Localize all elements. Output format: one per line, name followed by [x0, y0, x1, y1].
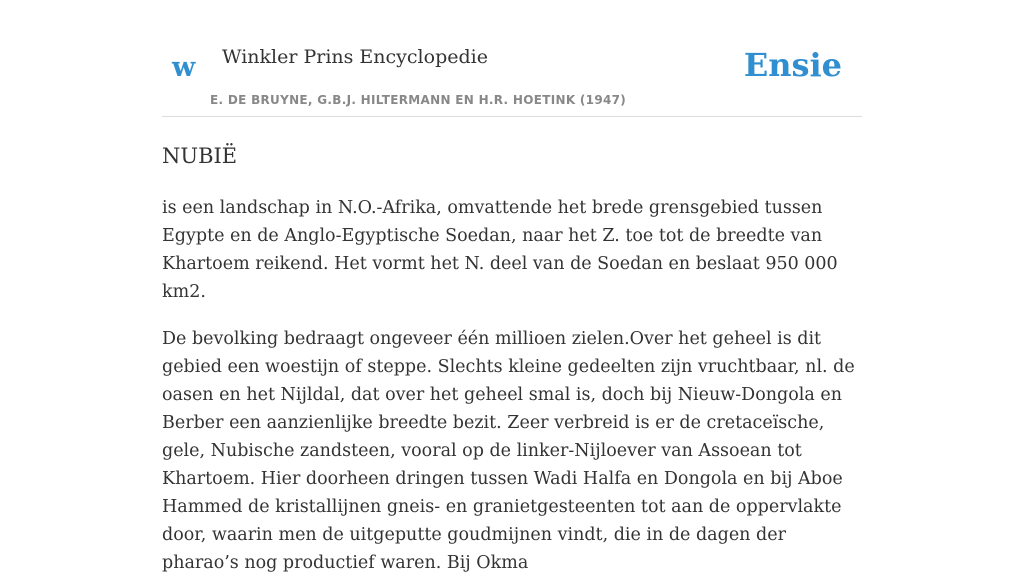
brand-logo[interactable]: Ensie: [743, 46, 842, 84]
article-title: NUBIË: [162, 144, 238, 168]
source-title[interactable]: Winkler Prins Encyclopedie: [222, 46, 488, 68]
source-authors: E. DE BRUYNE, G.B.J. HILTERMANN EN H.R. HOETINK (1947): [210, 93, 627, 107]
page-container: [162, 0, 862, 577]
article-paragraph: De bevolking bedraagt ongeveer één millioen zielen.Over het geheel is dit gebied een woestijn of steppe. Slechts kleine gedeelten zijn vruchtbaar, nl. de oasen en het Nijldal, dat over het geheel smal is, doch bij Nieuw-Dongola en Berber een aanzienlijke breedte bezit. Zeer verbreid is er de cretaceïsche, gele, Nubische zandsteen, vooral op de linker-Nijloever van Assoean tot Khartoem. Hier doorheen dringen tussen Wadi Halfa en Dongola en bij Aboe Hammed de kristallijnen gneis- en granietgesteenten tot aan de oppervlakte door, waarin men de uitgeputte goudmijnen vindt, die in de dagen der pharao’s nog productief waren. Bij Okma: [162, 329, 855, 573]
source-logo[interactable]: w: [172, 52, 196, 83]
article-body: [162, 194, 862, 577]
header: [162, 0, 862, 117]
article-paragraph: is een landschap in N.O.-Afrika, omvattende het brede grensgebied tussen Egypte en de Anglo-Egyptische Soedan, naar het Z. toe tot de breedte van Khartoem reikend. Het vormt het N. deel van de Soedan en beslaat 950 000 km2.: [162, 198, 838, 302]
